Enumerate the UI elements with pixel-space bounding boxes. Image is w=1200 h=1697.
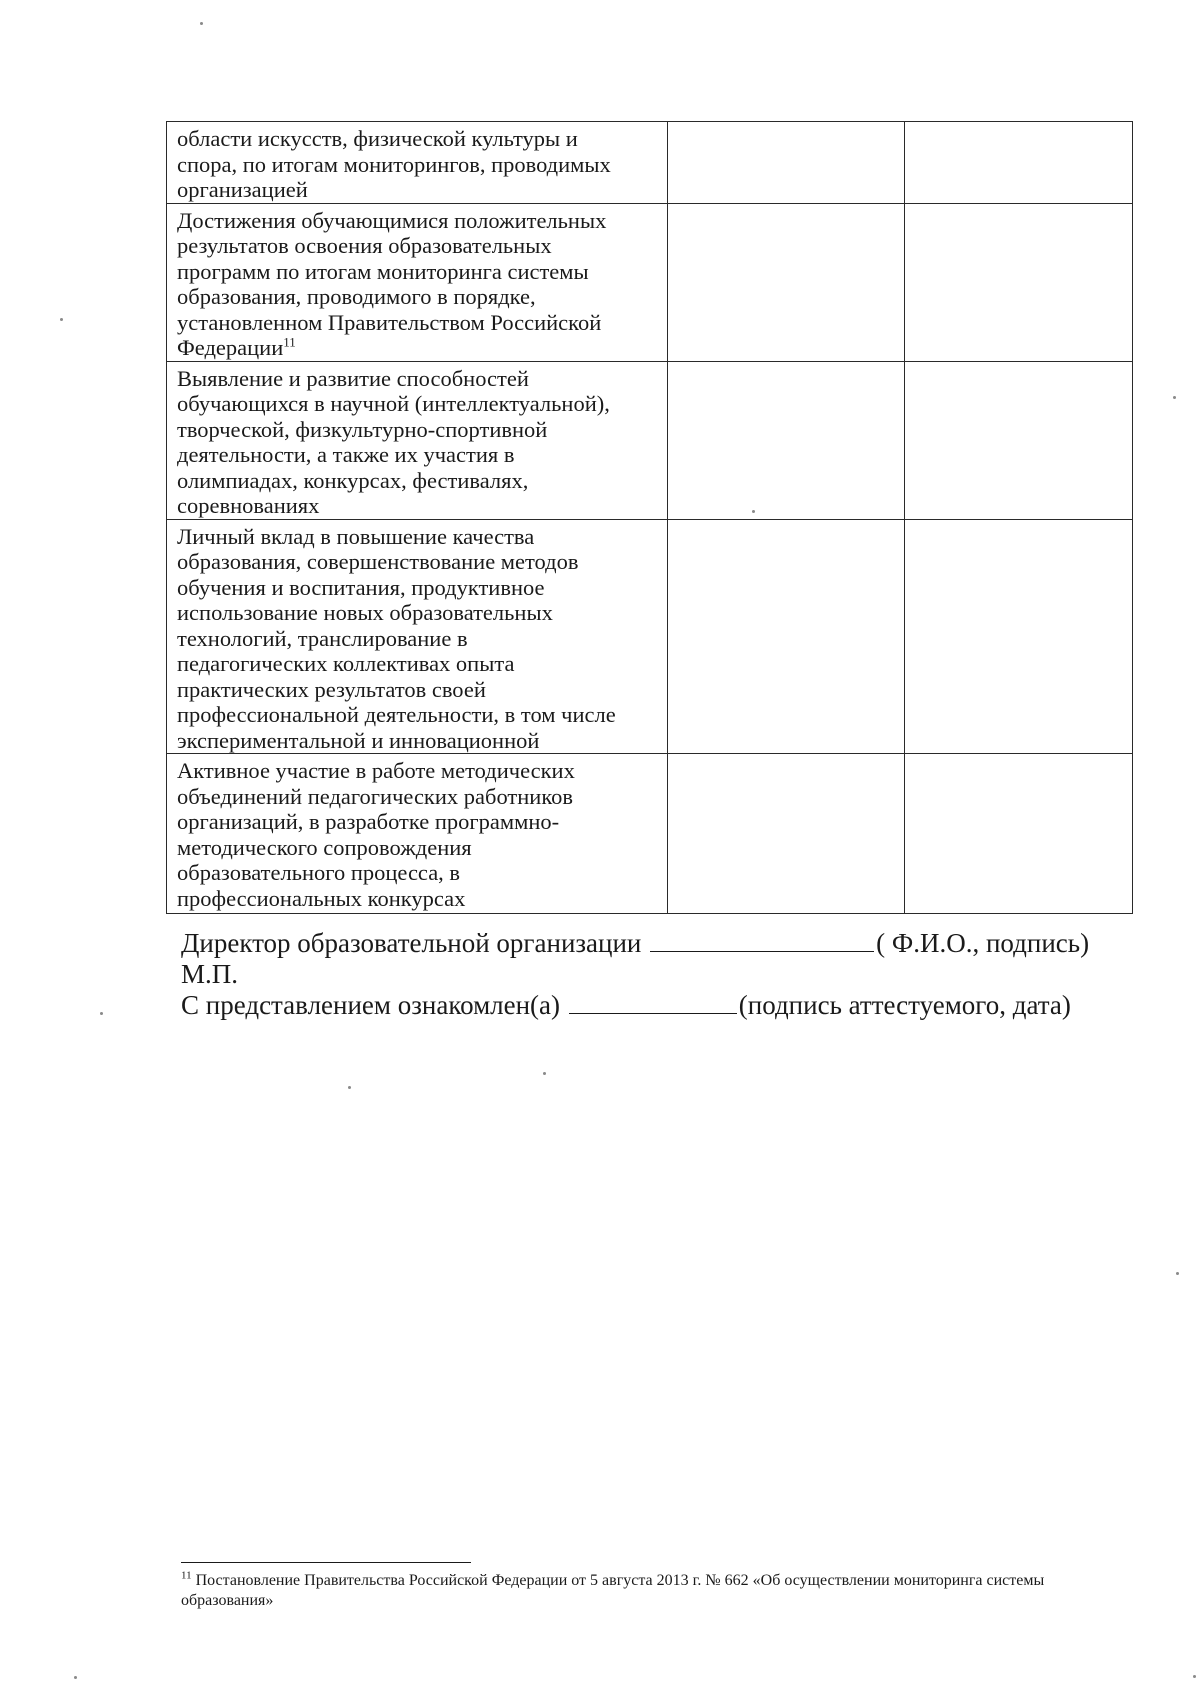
criterion-line: обучающихся в научной (интеллектуальной),: [177, 391, 610, 416]
scan-speck: [200, 22, 203, 25]
assessment-cell: [905, 754, 1133, 914]
assessment-cell: [668, 519, 905, 754]
assessment-cell: [905, 361, 1133, 519]
criterion-line: [177, 335, 661, 361]
familiar-hint: (подпись аттестуемого, дата): [738, 990, 1071, 1020]
table-row: [167, 361, 1133, 519]
criterion-line: Достижения обучающимися положительных: [177, 207, 607, 233]
criterion-line: использование новых образовательных: [177, 600, 553, 625]
footnote-separator: [181, 1562, 471, 1563]
criterion-line: практических результатов своей: [177, 676, 486, 702]
criterion-line: Выявление и развитие способностей: [177, 365, 529, 391]
familiar-signature-line: [181, 990, 1129, 1021]
criterion-line: деятельности, а также их участия в: [177, 442, 515, 467]
scan-speck: [348, 1086, 351, 1089]
assessment-cell: [668, 203, 905, 361]
criterion-cell: [167, 203, 668, 361]
footnote-reference: 11: [283, 334, 296, 350]
assessment-cell: [668, 361, 905, 519]
familiar-signature-blank: [569, 1012, 737, 1014]
criterion-line: организацией: [177, 177, 308, 202]
criterion-line: творческой, физкультурно-спортивной: [177, 416, 548, 442]
criterion-line: образования, проводимого в порядке,: [177, 284, 536, 309]
table-row: [167, 754, 1133, 914]
assessment-cell: [668, 122, 905, 204]
table-row: [167, 203, 1133, 361]
criterion-line: программ по итогам мониторинга системы: [177, 258, 589, 284]
table-row: [167, 519, 1133, 754]
seal-line: [181, 959, 1129, 990]
table-row: [167, 122, 1133, 204]
criterion-line: образования, совершенствование методов: [177, 549, 579, 574]
footnote-number: 11: [181, 1569, 192, 1582]
assessment-cell: [905, 203, 1133, 361]
scan-speck: [1176, 1272, 1179, 1275]
criterion-line: установленном Правительством Российской: [177, 309, 602, 335]
criterion-line: объединений педагогических работников: [177, 783, 573, 809]
scan-speck: [1193, 1675, 1196, 1678]
criterion-line: спора, по итогам мониторингов, проводимых: [177, 151, 611, 177]
criterion-line: педагогических коллективах опыта: [177, 651, 515, 676]
criterion-line: обучения и воспитания, продуктивное: [177, 574, 545, 600]
scan-speck: [60, 318, 63, 321]
scan-speck: [1173, 396, 1176, 399]
scan-speck: [752, 510, 755, 513]
criterion-line: соревнованиях: [177, 493, 320, 518]
criterion-line: методического сопровождения: [177, 834, 472, 860]
director-label: Директор образовательной организации: [181, 928, 642, 958]
criterion-line: организаций, в разработке программно-: [177, 809, 560, 834]
assessment-cell: [905, 519, 1133, 754]
criteria-table: [166, 121, 1133, 914]
scan-speck: [74, 1676, 77, 1679]
criterion-cell: [167, 754, 668, 914]
familiar-label: С представлением ознакомлен(а): [181, 990, 561, 1020]
criterion-line: экспериментальной и инновационной: [177, 727, 540, 753]
criterion-line-text: Федерации: [177, 335, 284, 360]
assessment-cell: [905, 122, 1133, 204]
footnote-text: Постановление Правительства Российской Федерации от 5 августа 2013 г. № 662 «Об осуществлении мониторинга системы образования»: [181, 1572, 1045, 1609]
criterion-line: образовательного процесса, в: [177, 860, 461, 885]
criterion-line: Личный вклад в повышение качества: [177, 523, 535, 549]
criterion-line: олимпиадах, конкурсах, фестивалях,: [177, 467, 529, 493]
criterion-line: профессиональных конкурсах: [177, 885, 466, 911]
signature-block: [181, 928, 1129, 1021]
criterion-line: профессиональной деятельности, в том числе: [177, 702, 616, 727]
assessment-cell: [668, 754, 905, 914]
criterion-line: технологий, транслирование в: [177, 625, 468, 651]
criterion-line: области искусств, физической культуры и: [177, 126, 578, 151]
director-signature-blank: [650, 950, 874, 952]
footnote: [181, 1571, 1111, 1611]
criterion-cell: [167, 519, 668, 754]
scan-speck: [100, 1012, 103, 1015]
director-hint: ( Ф.И.О., подпись): [876, 928, 1090, 958]
scan-speck: [543, 1072, 546, 1075]
criterion-line: результатов освоения образовательных: [177, 233, 552, 258]
director-signature-line: [181, 928, 1129, 959]
seal-mark: М.П.: [181, 959, 239, 989]
criterion-cell: [167, 361, 668, 519]
criterion-cell: [167, 122, 668, 204]
criterion-line: Активное участие в работе методических: [177, 758, 575, 783]
